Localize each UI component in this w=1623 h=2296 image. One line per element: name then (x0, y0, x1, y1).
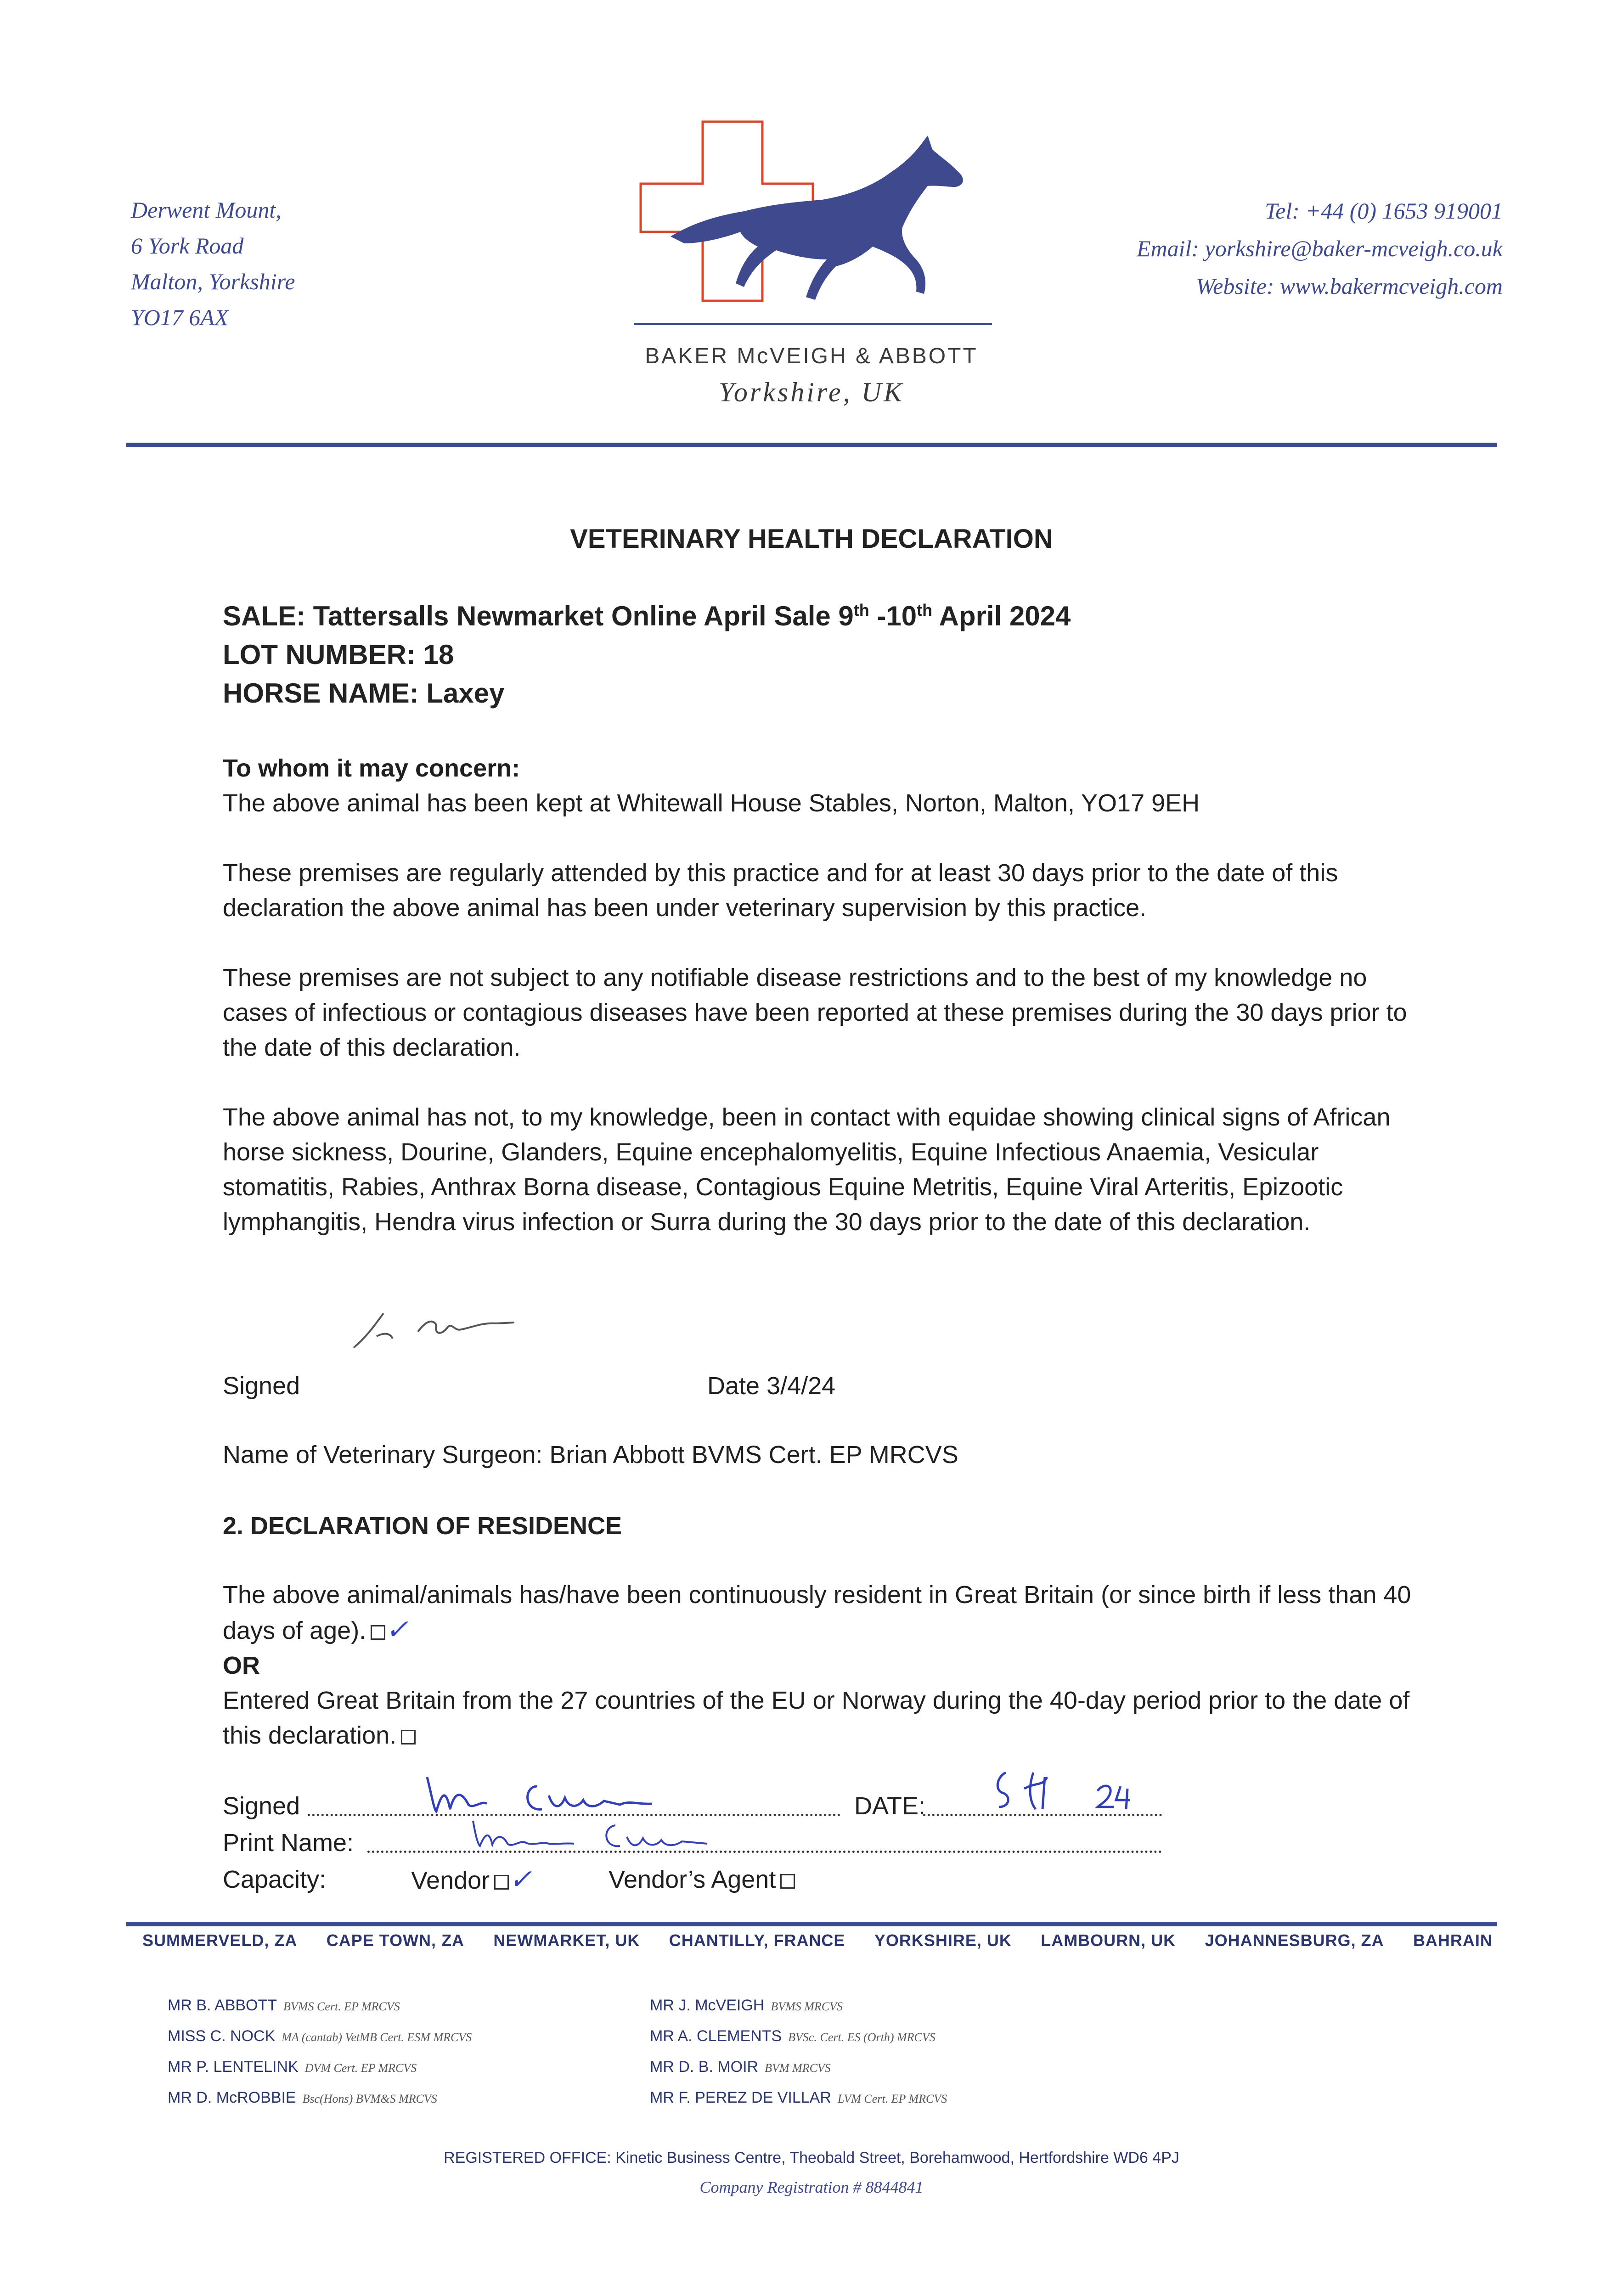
paragraph-diseases: The above animal has not, to my knowledge, been in contact with equidae showing clinical signs of African horse sickness, Dourine, Glanders, Equine encephalomyelitis, Equine Infectious Anaemia, Vesicular stomatitis, Rabies, Anthrax Borna disease, Contagious Equine Metritis, Equine Viral Arteritis, Epizootic lymphangitis, Hendra virus infection or Surra during the 30 days prior to the date of this declaration. (223, 1103, 1391, 1236)
staff-name: MR P. LENTELINK (168, 2058, 299, 2076)
vet-name: Name of Veterinary Surgeon: Brian Abbott BVMS Cert. EP MRCVS (223, 1441, 958, 1469)
agent-option (609, 1862, 795, 1897)
lot-number: LOT NUMBER: 18 (223, 639, 454, 670)
staff-member (168, 2021, 472, 2052)
residence-heading: 2. DECLARATION OF RESIDENCE (223, 1512, 622, 1540)
contact-block (1137, 192, 1503, 305)
vet-signature (349, 1304, 524, 1355)
office-location: JOHANNESBURG, ZA (1205, 1931, 1384, 1950)
vendor-label: Vendor (411, 1867, 490, 1894)
address-line: 6 York Road (131, 233, 244, 259)
staff-name: MISS C. NOCK (168, 2027, 276, 2045)
capacity-label: Capacity: (223, 1866, 327, 1893)
staff-quals: BVM MRCVS (765, 2061, 831, 2075)
printed-name-handwriting (468, 1816, 772, 1853)
address-line: Malton, Yorkshire (131, 269, 295, 294)
staff-quals: BVSc. Cert. ES (Orth) MRCVS (788, 2031, 935, 2044)
staff-name: MR F. PEREZ DE VILLAR (650, 2089, 831, 2106)
staff-member (168, 1991, 472, 2021)
contact-phone: Tel: +44 (0) 1653 919001 (1265, 198, 1503, 224)
sale-text: April 2024 (932, 601, 1071, 631)
staff-member (650, 1991, 947, 2021)
kept-at-text: The above animal has been kept at Whitewall House Stables, Norton, Malton, YO17 9EH (223, 789, 1200, 817)
option-2-checkbox[interactable] (401, 1730, 416, 1745)
vendor-checkbox[interactable] (494, 1875, 509, 1890)
vendor-signature (423, 1768, 707, 1818)
office-location: LAMBOURN, UK (1041, 1931, 1176, 1950)
residence-option-2-text: Entered Great Britain from the 27 countries of the EU or Norway during the 40-day period prior to the date of this declaration. (223, 1687, 1410, 1749)
or-label: OR (223, 1652, 260, 1679)
staff-name: MR A. CLEMENTS (650, 2027, 782, 2045)
header-divider (126, 443, 1497, 447)
agent-label: Vendor’s Agent (609, 1866, 776, 1893)
company-logo (634, 117, 992, 333)
contact-email: Email: yorkshire@baker-mcveigh.co.uk (1136, 236, 1503, 261)
agent-checkbox[interactable] (780, 1874, 795, 1889)
staff-member (650, 2083, 947, 2114)
staff-member (168, 2052, 472, 2083)
address-line: Derwent Mount, (131, 197, 282, 223)
check-mark: ✓ (509, 1864, 532, 1895)
paragraph-supervision: These premises are regularly attended by this practice and for at least 30 days prior to the date of this declaration the above animal has been under veterinary supervision by this practice. (223, 859, 1338, 922)
print-name-label: Print Name: (223, 1829, 354, 1857)
company-registration: Company Registration # 8844841 (699, 2178, 924, 2196)
sale-superscript: th (917, 601, 933, 619)
address-line: YO17 6AX (131, 304, 229, 330)
staff-list-left (168, 1991, 472, 2114)
registered-office: REGISTERED OFFICE: Kinetic Business Centre, Theobald Street, Borehamwood, Hertfordshire WD6 4PJ (444, 2149, 1179, 2167)
residence-signed-label: Signed (223, 1792, 300, 1820)
sale-text: SALE: Tattersalls Newmarket Online April Sale 9 (223, 601, 854, 631)
staff-name: MR D. McROBBIE (168, 2089, 296, 2106)
address-block (131, 192, 295, 335)
company-region: Yorkshire, UK (719, 377, 904, 407)
residence-option-2 (223, 1683, 1417, 1753)
sale-info (223, 597, 1417, 713)
staff-member (650, 2021, 947, 2052)
staff-name: MR B. ABBOTT (168, 1997, 277, 2014)
sale-superscript: th (853, 601, 869, 619)
staff-name: MR D. B. MOIR (650, 2058, 759, 2076)
vet-date: Date 3/4/24 (707, 1372, 836, 1400)
office-location: NEWMARKET, UK (493, 1931, 640, 1950)
staff-quals: Bsc(Hons) BVM&S MRCVS (302, 2092, 437, 2105)
residence-body (223, 1577, 1417, 1753)
company-name: BAKER McVEIGH & ABBOTT (645, 344, 978, 368)
horse-icon (671, 135, 963, 300)
sale-text: -10 (869, 601, 917, 631)
office-location: SUMMERVELD, ZA (142, 1931, 298, 1950)
office-locations (142, 1931, 1493, 1950)
office-location: CAPE TOWN, ZA (326, 1931, 465, 1950)
document-title: VETERINARY HEALTH DECLARATION (570, 524, 1053, 554)
staff-list-right (650, 1991, 947, 2114)
contact-website: Website: www.bakermcveigh.com (1196, 273, 1503, 299)
staff-quals: BVMS Cert. EP MRCVS (283, 2000, 400, 2013)
office-location: CHANTILLY, FRANCE (669, 1931, 845, 1950)
logo-underline (634, 323, 992, 325)
sale-line (223, 597, 1417, 636)
staff-member (650, 2052, 947, 2083)
vet-signed-label: Signed (223, 1372, 300, 1400)
horse-name: HORSE NAME: Laxey (223, 678, 505, 709)
residence-option-1-text: The above animal/animals has/have been continuously resident in Great Britain (or since birth if less than 40 days of age). (223, 1581, 1411, 1644)
option-1-checkbox[interactable] (371, 1625, 385, 1640)
check-mark: ✓ (385, 1615, 409, 1645)
residence-date-label: DATE: (854, 1792, 926, 1820)
staff-quals: BVMS MRCVS (771, 2000, 843, 2013)
staff-member (168, 2083, 472, 2114)
staff-name: MR J. McVEIGH (650, 1997, 765, 2014)
handwritten-date (992, 1763, 1139, 1814)
paragraph-restrictions: These premises are not subject to any notifiable disease restrictions and to the best of my knowledge no cases of infectious or contagious diseases have been reported at these premises during the 30 days prior to the date of this declaration. (223, 964, 1407, 1061)
staff-quals: DVM Cert. EP MRCVS (304, 2061, 417, 2075)
declaration-body (223, 751, 1417, 1239)
footer-divider (126, 1922, 1497, 1926)
greeting: To whom it may concern: (223, 754, 520, 782)
residence-option-1 (223, 1577, 1417, 1648)
date-line[interactable] (923, 1814, 1162, 1816)
staff-quals: MA (cantab) VetMB Cert. ESM MRCVS (282, 2031, 472, 2044)
vendor-option (411, 1862, 532, 1898)
office-location: BAHRAIN (1413, 1931, 1493, 1950)
office-location: YORKSHIRE, UK (874, 1931, 1012, 1950)
staff-quals: LVM Cert. EP MRCVS (837, 2092, 947, 2105)
